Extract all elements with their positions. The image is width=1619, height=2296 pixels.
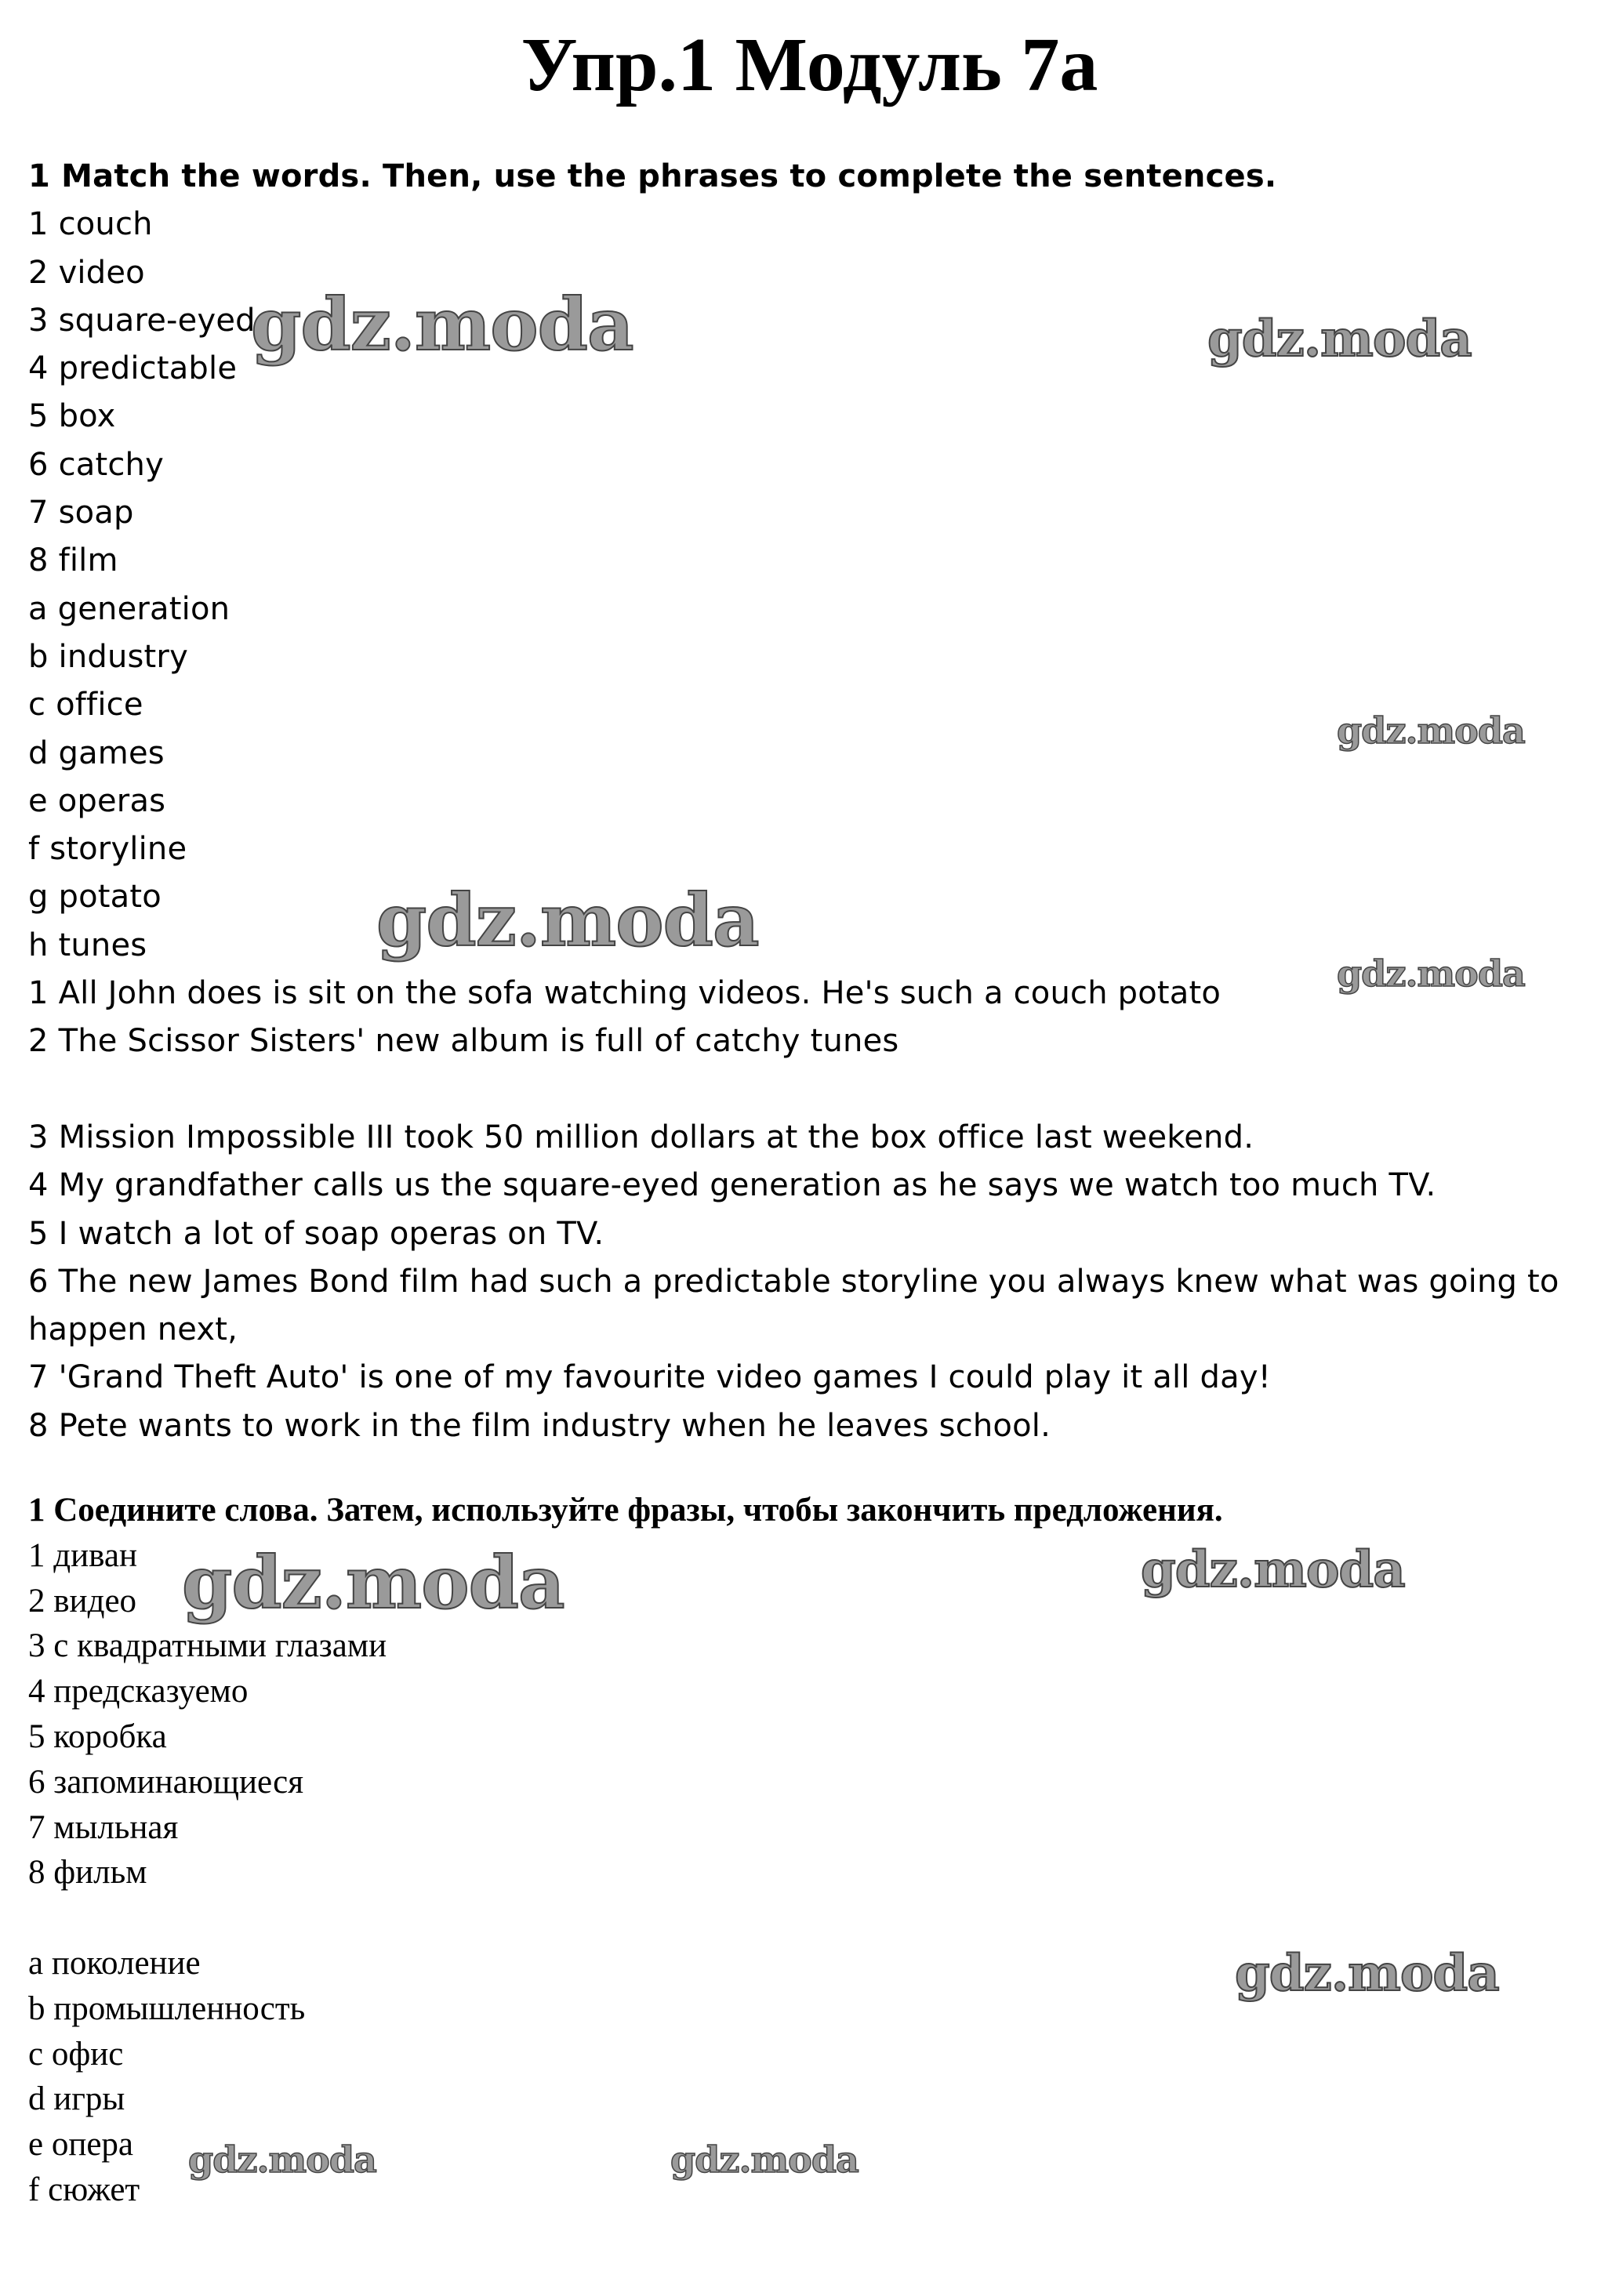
option-item: a generation	[28, 590, 231, 627]
word-item: 8 film	[28, 542, 118, 579]
spacer	[28, 1066, 1588, 1114]
watermark: gdz.moda	[188, 2138, 376, 2181]
watermark: gdz.moda	[1235, 1944, 1499, 2003]
spacer	[28, 1895, 1223, 1941]
option-item: e опера	[28, 2126, 134, 2164]
word-item: 1 couch	[28, 206, 153, 243]
watermark: gdz.moda	[1141, 1540, 1405, 1599]
option-item: f storyline	[28, 831, 187, 868]
word-item: 5 box	[28, 398, 116, 435]
option-item: f сюжет	[28, 2171, 140, 2208]
english-heading: 1 Match the words. Then, use the phrases to complete the sentences.	[28, 158, 1277, 194]
word-item: 7 soap	[28, 495, 134, 531]
sentence: 6 The new James Bond film had such a predictable storyline you always knew what was going to happen next,	[28, 1263, 1559, 1348]
page-title: Упр.1 Модуль 7а	[521, 23, 1098, 107]
option-item: d игры	[28, 2080, 125, 2118]
sentence: 1 All John does is sit on the sofa watching videos. He's such a couch potato	[28, 975, 1222, 1012]
sentence: 8 Pete wants to work in the film industry when he leaves school.	[28, 1407, 1051, 1444]
option-item: h tunes	[28, 927, 147, 963]
word-item: 4 предсказуемо	[28, 1673, 249, 1710]
watermark: gdz.moda	[1337, 952, 1525, 995]
watermark: gdz.moda	[1337, 709, 1525, 752]
option-item: c office	[28, 687, 143, 724]
option-item: c офис	[28, 2035, 124, 2073]
option-item: d games	[28, 735, 165, 771]
word-item: 3 square-eyed	[28, 302, 256, 339]
option-item: b промышленность	[28, 1990, 306, 2027]
word-item: 6 catchy	[28, 446, 164, 483]
option-item: e operas	[28, 782, 166, 819]
option-item: g potato	[28, 879, 162, 916]
word-item: 2 video	[28, 254, 145, 291]
sentence: 4 My grandfather calls us the square-eyed generation as he says we watch too much TV.	[28, 1167, 1436, 1204]
word-item: 2 видео	[28, 1582, 137, 1620]
word-item: 7 мыльная	[28, 1808, 179, 1846]
sentence: 7 'Grand Theft Auto' is one of my favourite video games I could play it all day!	[28, 1359, 1271, 1396]
word-item: 4 predictable	[28, 350, 238, 387]
word-item: 1 диван	[28, 1536, 137, 1574]
watermark: gdz.moda	[1207, 310, 1472, 368]
sentence: 2 The Scissor Sisters' new album is full of catchy tunes	[28, 1023, 899, 1060]
watermark: gdz.moda	[182, 1540, 564, 1625]
watermark: gdz.moda	[251, 282, 633, 367]
word-item: 3 с квадратными глазами	[28, 1627, 387, 1665]
word-item: 8 фильм	[28, 1854, 147, 1892]
option-item: a поколение	[28, 1944, 201, 1982]
option-item: b industry	[28, 638, 188, 675]
sentence: 3 Mission Impossible III took 50 million dollars at the box office last weekend.	[28, 1119, 1254, 1155]
watermark: gdz.moda	[376, 878, 759, 963]
sentence: 5 I watch a lot of soap operas on TV.	[28, 1215, 604, 1252]
watermark: gdz.moda	[670, 2138, 859, 2181]
word-item: 6 запоминающиеся	[28, 1763, 304, 1801]
russian-heading: 1 Соедините слова. Затем, используйте фразы, чтобы закончить предложения.	[28, 1492, 1223, 1529]
word-item: 5 коробка	[28, 1717, 167, 1755]
